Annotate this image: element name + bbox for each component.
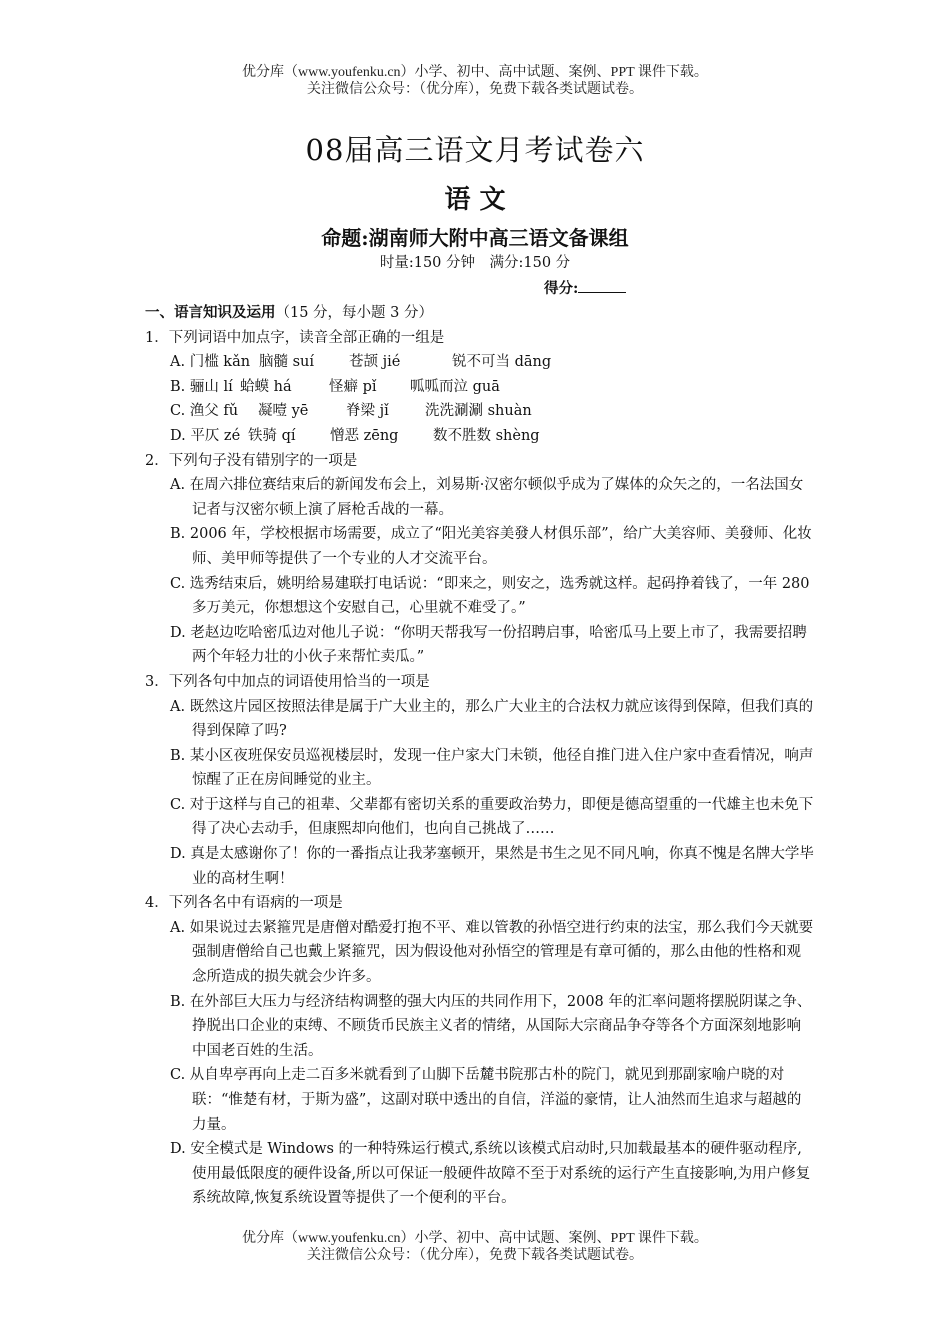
option-b: B. 某小区夜班保安员巡视楼层时，发现一住户家大门未锁，他径自推门进入住户家中查看情况，响声惊醒了正在房间睡觉的业主。 <box>170 747 814 789</box>
section-note: （15 分，每小题 3 分） <box>275 305 434 321</box>
option-c: C. 渔父 fǔ 凝噎 yē 脊梁 jǐ 洗洗涮涮 shuàn <box>170 403 532 420</box>
footer-line-1: 优分库（www.youfenku.cn）小学、初中、高中试题、案例、PPT 课件下载。 <box>242 1231 708 1246</box>
score-blank <box>578 278 626 293</box>
header-line-1: 优分库（www.youfenku.cn）小学、初中、高中试题、案例、PPT 课件下载。 <box>242 65 708 80</box>
option-c: C. 选秀结束后，姚明给易建联打电话说：“即来之，则安之，选秀就这样。起码挣着钱了，一年 280 多万美元，你想想这个安慰自己，心里就不难受了。” <box>170 575 810 617</box>
option-a: A. 门槛 kǎn 脑髓 suí 苍颉 jié 锐不可当 dāng <box>170 354 552 371</box>
option-d: D. 安全模式是 Windows 的一种特殊运行模式,系统以该模式启动时,只加载最基本的硬件驱动程序,使用最低限度的硬件设备,所以可保证一般硬件故障不至于对系统的运行产生直接影响,为用户修复系统故障,恢复系统设置等提供了一个便利的平台。 <box>170 1141 811 1207</box>
question-2 <box>145 449 815 670</box>
exam-content <box>145 301 815 1211</box>
option-c: C. 对于这样与自己的祖辈、父辈都有密切关系的重要政治势力，即便是德高望重的一代雄主也未免下得了决心去动手，但康熙却向他们，也向自己挑战了…… <box>170 796 814 838</box>
option-a: A. 如果说过去紧箍咒是唐僧对酷爱打抱不平、难以管教的孙悟空进行约束的法宝，那么我们今天就要强制唐僧给自己也戴上紧箍咒，因为假设他对孙悟空的管理是有章可循的，那么由他的性格和观念所造成的损失就会少许多。 <box>170 919 814 986</box>
option-c: C. 从自卑亭再向上走二百多米就看到了山脚下岳麓书院那古朴的院门，就见到那副家喻户晓的对联：“惟楚有材，于斯为盛”，这副对联中透出的自信，洋溢的豪情，让人油然而生追求与超越的力量。 <box>170 1067 802 1133</box>
question-4 <box>145 891 815 1211</box>
section-heading <box>145 301 815 326</box>
question-stem: 2．下列句子没有错别字的一项是 <box>145 452 358 469</box>
question-stem: 4．下列各名中有语病的一项是 <box>145 895 343 912</box>
option-b: B. 在外部巨大压力与经济结构调整的强大内压的共同作用下，2008 年的汇率问题将摆脱阴谋之争、挣脱出口企业的束缚、不顾货币民族主义者的情绪，从国际大宗商品争夺等各个方面深刻地影响中国老百姓的生活。 <box>170 993 812 1059</box>
footer-line-2: 关注微信公众号：（优分库），免费下载各类试题试卷。 <box>307 1248 643 1263</box>
page-header <box>0 64 950 98</box>
option-a: A. 既然这片园区按照法律是属于广大业主的，那么广大业主的合法权力就应该得到保障，但我们真的得到保障了吗? <box>170 698 814 740</box>
option-d: D. 平仄 zé 铁骑 qí 憎恶 zēng 数不胜数 shèng <box>170 427 540 444</box>
question-3 <box>145 670 815 891</box>
score-field <box>544 278 626 298</box>
header-line-2: 关注微信公众号：（优分库），免费下载各类试题试卷。 <box>307 82 643 97</box>
option-d: D. 真是太感谢你了！你的一番指点让我茅塞顿开，果然是书生之见不同凡响，你真不愧是名牌大学毕业的高材生啊！ <box>170 846 814 887</box>
page-footer <box>0 1230 950 1264</box>
subject-title: 语 文 <box>444 185 506 215</box>
option-d: D. 老赵边吃哈密瓜边对他儿子说：“你明天帮我写一份招聘启事，哈密瓜马上要上市了，我需要招聘两个年轻力壮的小伙子来帮忙卖瓜。” <box>170 624 807 666</box>
timing-line: 时量:150 分钟 满分:150 分 <box>379 255 571 271</box>
option-b: B. 2006 年，学校根据市场需要，成立了“阳光美容美發人材俱乐部”，给广大美容师、美發师、化妆师、美甲师等提供了一个专业的人才交流平台。 <box>170 526 812 567</box>
score-label: 得分: <box>544 280 579 297</box>
section-title: 一、语言知识及运用 <box>145 304 276 321</box>
exam-title: 08届高三语文月考试卷六 <box>305 133 645 167</box>
question-stem: 1．下列词语中加点字，读音全部正确的一组是 <box>145 329 445 346</box>
question-1 <box>145 326 815 449</box>
question-stem: 3．下列各句中加点的词语使用恰当的一项是 <box>145 673 430 690</box>
author-line: 命题:湖南师大附中高三语文备课组 <box>321 226 629 250</box>
option-b: B. 骊山 lí 蛤蟆 há 怪癖 pǐ 呱呱而泣 guā <box>170 378 500 395</box>
option-a: A. 在周六排位赛结束后的新闻发布会上，刘易斯·汉密尔顿似乎成为了媒体的众矢之的，一名法国女记者与汉密尔顿上演了唇枪舌战的一幕。 <box>170 477 804 518</box>
